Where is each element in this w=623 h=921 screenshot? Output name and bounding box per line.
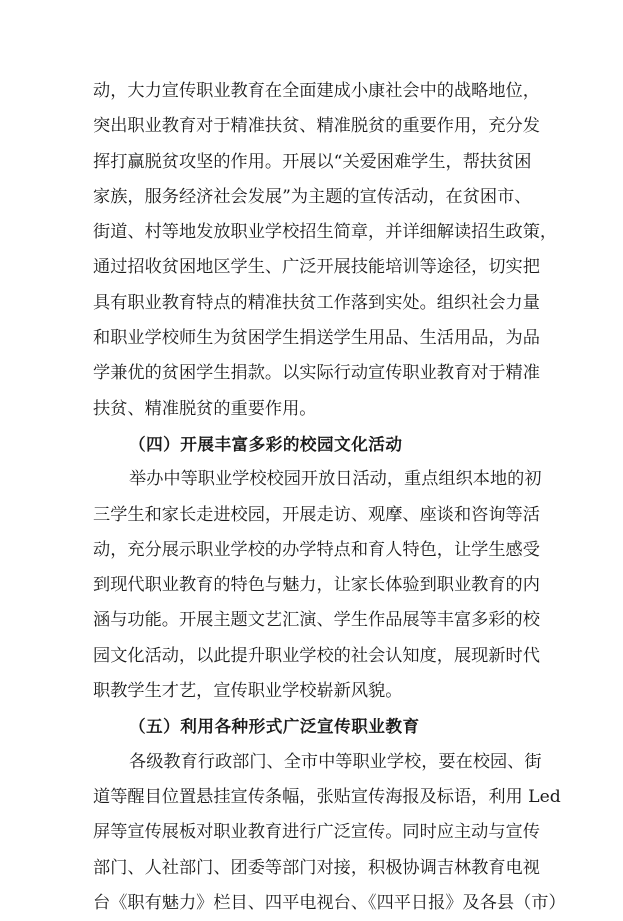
text-line: 学兼优的贫困学生捐款。以实际行动宣传职业教育对于精准 xyxy=(93,363,540,384)
document-body xyxy=(93,74,566,921)
text-line: 三学生和家长走进校园，开展走访、观摩、座谈和咨询等活 xyxy=(93,504,540,525)
text-line: 涵与功能。开展主题文艺汇演、学生作品展等丰富多彩的校 xyxy=(93,610,540,631)
text-line: 各级教育行政部门、全市中等职业学校，要在校园、街 xyxy=(129,751,542,772)
text-line: 部门、人社部门、团委等部门对接，积极协调吉林教育电视 xyxy=(93,857,540,878)
text-line: 职教学生才艺，宣传职业学校崭新风貌。 xyxy=(93,681,403,702)
text-line: 和职业学校师生为贫困学生捐送学生用品、生活用品，为品 xyxy=(93,328,540,349)
text-line: 到现代职业教育的特色与魅力，让家长体验到职业教育的内 xyxy=(93,575,540,596)
text-line: 通过招收贫困地区学生、广泛开展技能培训等途径，切实把 xyxy=(93,257,540,278)
text-line: 道等醒目位置悬挂宣传条幅，张贴宣传海报及标语，利用 Led xyxy=(93,786,561,807)
text-line: 街道、村等地发放职业学校招生简章，并详细解读招生政策， xyxy=(93,222,558,243)
paragraph-broadcast-poverty xyxy=(93,74,558,427)
paragraph-publicity-forms xyxy=(93,745,566,921)
text-line: 屏等宣传展板对职业教育进行广泛宣传。同时应主动与宣传 xyxy=(93,822,540,843)
text-line: 举办中等职业学校校园开放日活动，重点组织本地的初 xyxy=(129,469,542,490)
text-line: 家族，服务经济社会发展”为主题的宣传活动，在贫困市、 xyxy=(93,186,532,207)
text-line: 动，大力宣传职业教育在全面建成小康社会中的战略地位， xyxy=(93,81,540,101)
text-line: 具有职业教育特点的精准扶贫工作落到实处。组织社会力量 xyxy=(93,292,540,313)
text-line: 园文化活动，以此提升职业学校的社会认知度，展现新时代 xyxy=(93,645,540,666)
text-line: 挥打赢脱贫攻坚的作用。开展以“关爱困难学生，帮扶贫困 xyxy=(93,151,532,172)
text-line: 动，充分展示职业学校的办学特点和育人特色，让学生感受 xyxy=(93,539,540,560)
paragraph-campus-culture xyxy=(93,462,542,709)
section-heading-5: （五）利用各种形式广泛宣传职业教育 xyxy=(129,717,420,737)
text-line: 突出职业教育对于精准扶贫、精准脱贫的重要作用，充分发 xyxy=(93,116,540,137)
text-line: 台《职有魅力》栏目、四平电视台、《四平日报》及各县（市） xyxy=(93,892,566,913)
section-heading-4: （四）开展丰富多彩的校园文化活动 xyxy=(129,434,403,454)
text-line: 扶贫、精准脱贫的重要作用。 xyxy=(93,398,317,419)
